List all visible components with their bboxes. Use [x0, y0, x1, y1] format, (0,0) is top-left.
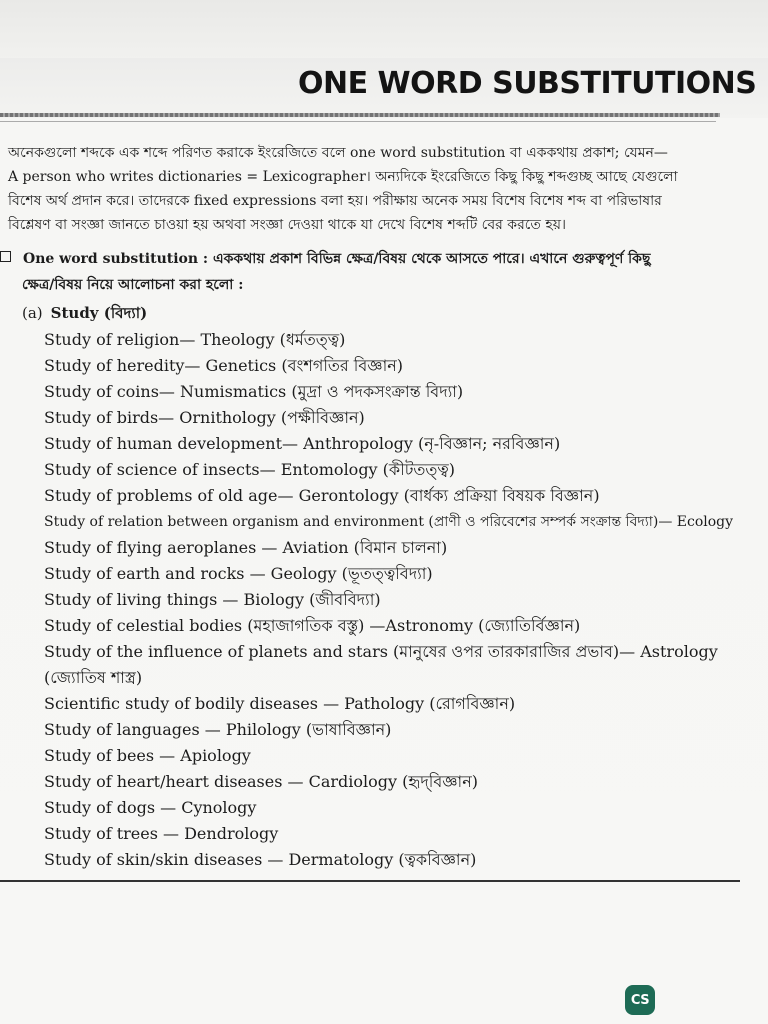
list-item: Study of heredity— Genetics (বংশগতির বিজ্ঞান)	[44, 356, 404, 375]
list-item: Study of coins— Numismatics (মুদ্রা ও পদকসংক্রান্ত বিদ্যা)	[44, 382, 464, 401]
list-item: Study of dogs — Cynology	[44, 798, 257, 817]
list-item	[44, 639, 744, 691]
subsection-heading	[22, 302, 147, 327]
subsection-label: (a)	[22, 304, 43, 322]
list-item: Study of heart/heart diseases — Cardiology (হৃদ্‌বিজ্ঞান)	[44, 772, 478, 791]
subsection-title: Study (বিদ্যা)	[50, 304, 148, 322]
substitution-list	[44, 327, 744, 873]
title-underline-thin-rule	[0, 121, 716, 122]
list-item: Study of living things — Biology (জীববিদ্যা)	[44, 590, 381, 609]
list-item: Study of earth and rocks — Geology (ভূতত্ত্ববিদ্যা)	[44, 564, 433, 583]
intro-line: বিশেষ অর্থ প্রদান করে। তাদেরকে fixed expressions বলা হয়। পরীক্ষায় অনেক সময় বিশেষ বিশেষ শব্দ বা পরিভাষার	[8, 193, 662, 209]
page-title: ONE WORD SUBSTITUTIONS	[298, 66, 757, 101]
logo-text: CS	[630, 992, 650, 1008]
list-item: Study of problems of old age— Gerontology (বার্ধক্য প্রক্রিয়া বিষয়ক বিজ্ঞান)	[44, 486, 600, 505]
intro-paragraph	[8, 141, 713, 237]
section-heading-line: One word substitution : এককথায় প্রকাশ বিভিন্ন ক্ষেত্র/বিষয় থেকে আসতে পারে। এখানে গুরুত্বপূর্ণ কিছু	[23, 251, 651, 267]
intro-line: অনেকগুলো শব্দকে এক শব্দে পরিণত করাকে ইংরেজিতে বলে one word substitution বা এককথায় প্রকাশ; যেমন—	[8, 145, 668, 161]
title-underline-rule	[0, 113, 720, 117]
section-heading-line: ক্ষেত্র/বিষয় নিয়ে আলোচনা করা হলো :	[22, 277, 244, 293]
list-item: Study of trees — Dendrology	[44, 824, 279, 843]
camscanner-logo-icon	[625, 985, 655, 1015]
bottom-rule	[0, 880, 740, 882]
checkbox-bullet-icon	[0, 251, 11, 262]
list-item: Study of flying aeroplanes — Aviation (বিমান চালনা)	[44, 538, 448, 557]
list-item: Study of religion— Theology (ধর্মতত্ত্ব)	[44, 330, 346, 349]
list-item-text: Study of the influence of planets and stars (মানুষের ওপর তারকারাজির প্রভাব)— Astrology (জ্যোতিষ শাস্ত্র)	[44, 642, 718, 687]
intro-line: বিশ্লেষণ বা সংজ্ঞা জানতে চাওয়া হয় অথবা সংজ্ঞা দেওয়া থাকে যা দেখে বিশেষ শব্দটি বের করতে হয়।	[8, 217, 566, 233]
section-heading	[0, 246, 730, 298]
intro-line: A person who writes dictionaries = Lexicographer। অন্যদিকে ইংরেজিতে কিছু কিছু শব্দগুচ্ছ আছে যেগুলো	[8, 169, 678, 185]
list-item: Study of relation between organism and environment (প্রাণী ও পরিবেশের সম্পর্ক সংক্রান্ত বিদ্যা)— Ecology	[44, 514, 734, 530]
list-item: Study of birds— Ornithology (পক্ষীবিজ্ঞান)	[44, 408, 365, 427]
list-item: Study of languages — Philology (ভাষাবিজ্ঞান)	[44, 720, 392, 739]
list-item: Study of bees — Apiology	[44, 746, 251, 765]
list-item: Study of celestial bodies (মহাজাগতিক বস্তু) —Astronomy (জ্যোতির্বিজ্ঞান)	[44, 616, 581, 635]
list-item: Scientific study of bodily diseases — Pathology (রোগবিজ্ঞান)	[44, 694, 516, 713]
list-item: Study of human development— Anthropology (নৃ-বিজ্ঞান; নরবিজ্ঞান)	[44, 434, 561, 453]
list-item: Study of science of insects— Entomology (কীটতত্ত্ব)	[44, 460, 456, 479]
list-item: Study of skin/skin diseases — Dermatology (ত্বকবিজ্ঞান)	[44, 850, 477, 869]
